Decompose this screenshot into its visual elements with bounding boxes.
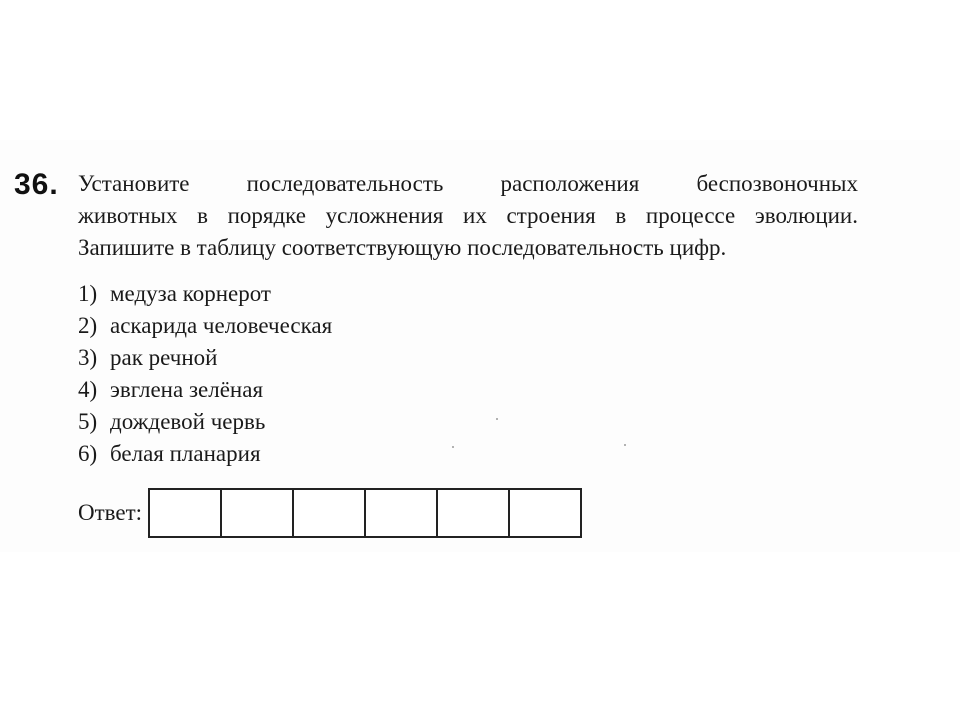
option-number: 3) (78, 345, 98, 370)
answer-label: Ответ: (78, 500, 143, 525)
option-item (78, 310, 332, 342)
answer-cell-6[interactable] (510, 490, 580, 536)
option-number: 5) (78, 409, 98, 434)
option-item (78, 342, 332, 374)
option-number: 2) (78, 313, 98, 338)
option-item (78, 438, 332, 470)
scan-speck (452, 446, 454, 448)
task-statement-line: Запишите в таблицу соответствующую последовательность цифр. (78, 235, 727, 260)
option-item (78, 278, 332, 310)
option-item (78, 406, 332, 438)
answer-cell-4[interactable] (366, 490, 438, 536)
task-statement-line: Установите последовательность расположения беспозвоночных (78, 171, 858, 196)
option-text: аскарида человеческая (110, 313, 333, 338)
answer-cell-2[interactable] (222, 490, 294, 536)
scan-speck (624, 444, 626, 446)
answer-grid (148, 488, 582, 538)
option-text: эвглена зелёная (110, 377, 264, 402)
option-number: 4) (78, 377, 98, 402)
task-number: 36. (14, 168, 59, 201)
option-text: дождевой червь (110, 409, 266, 434)
answer-cell-3[interactable] (294, 490, 366, 536)
scan-speck (496, 418, 498, 420)
option-text: медуза корнерот (110, 281, 271, 306)
option-text: белая планария (110, 441, 261, 466)
task-statement (78, 168, 858, 264)
task-statement-line: животных в порядке усложнения их строения в процессе эволюции. (78, 203, 858, 228)
option-number: 1) (78, 281, 98, 306)
answer-cell-5[interactable] (438, 490, 510, 536)
option-item (78, 374, 332, 406)
options-list (78, 278, 332, 470)
option-number: 6) (78, 441, 98, 466)
answer-cell-1[interactable] (150, 490, 222, 536)
answer-row (78, 488, 582, 538)
option-text: рак речной (110, 345, 218, 370)
